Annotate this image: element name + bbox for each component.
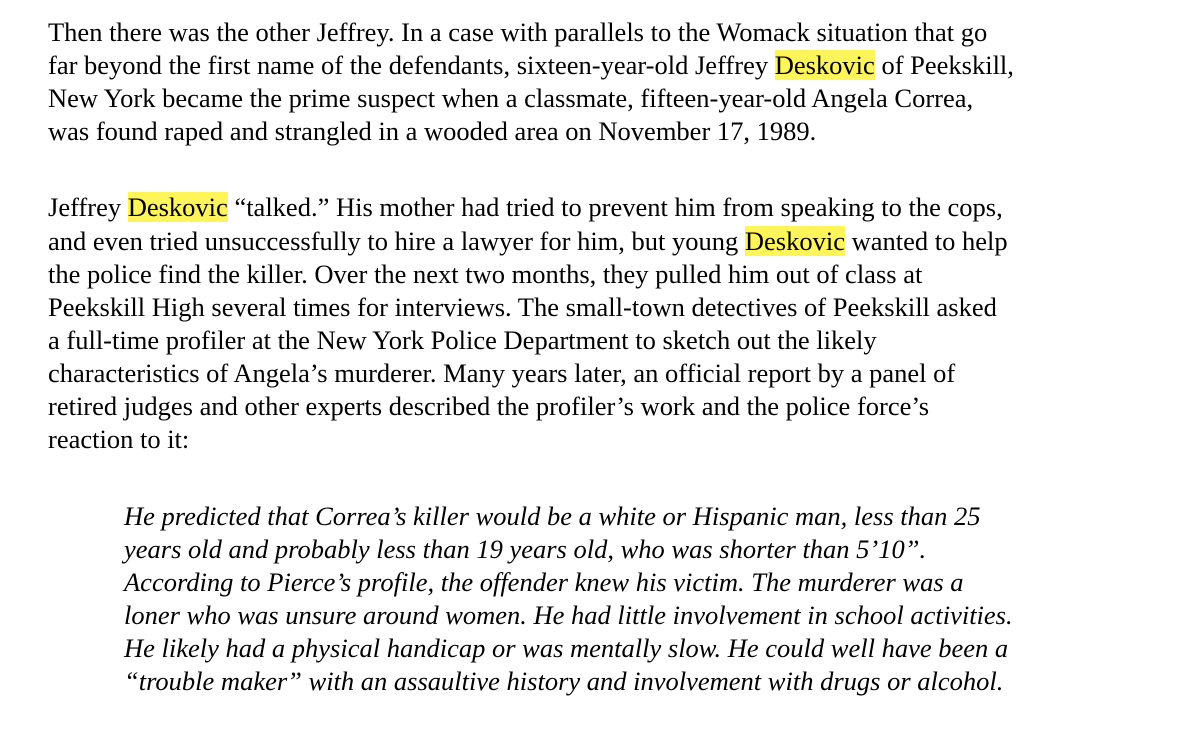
- quote-line: years old and probably less than 19 years old, who was shorter than 5’10”.: [124, 534, 927, 564]
- text-line: New York became the prime suspect when a classmate, fifteen-year-old Angela Correa,: [48, 83, 974, 113]
- text-line: retired judges and other experts described the profiler’s work and the police force’s: [48, 391, 930, 421]
- text-segment: of Peekskill,: [874, 50, 1014, 80]
- text-line: [48, 191, 1003, 223]
- text-line: [48, 225, 1008, 257]
- quote-line: “trouble maker” with an assaultive history and involvement with drugs or alcohol.: [124, 666, 1004, 696]
- quote-line: loner who was unsure around women. He had little involvement in school activities.: [124, 600, 1013, 630]
- text-line: [48, 49, 1014, 81]
- text-line: Peekskill High several times for interviews. The small-town detectives of Peekskill asked: [48, 292, 997, 322]
- text-segment: “talked.” His mother had tried to prevent him from speaking to the cops,: [227, 192, 1003, 222]
- quote-line: He predicted that Correa’s killer would be a white or Hispanic man, less than 25: [124, 501, 981, 531]
- text-segment: and even tried unsuccessfully to hire a lawyer for him, but young: [48, 226, 745, 256]
- text-line: characteristics of Angela’s murderer. Many years later, an official report by a panel of: [48, 358, 956, 388]
- text-line: a full-time profiler at the New York Police Department to sketch out the likely: [48, 325, 877, 355]
- highlighted-term: Deskovic: [127, 192, 228, 222]
- highlighted-term: Deskovic: [774, 50, 875, 80]
- text-line: Then there was the other Jeffrey. In a case with parallels to the Womack situation that go: [48, 17, 988, 47]
- text-line: the police find the killer. Over the next two months, they pulled him out of class at: [48, 259, 923, 289]
- text-line: was found raped and strangled in a wooded area on November 17, 1989.: [48, 116, 817, 146]
- highlighted-term: Deskovic: [744, 226, 845, 256]
- text-segment: far beyond the first name of the defendants, sixteen-year-old Jeffrey: [48, 50, 775, 80]
- text-line: reaction to it:: [48, 424, 190, 454]
- text-segment: Jeffrey: [48, 192, 128, 222]
- quote-line: He likely had a physical handicap or was mentally slow. He could well have been a: [124, 633, 1009, 663]
- quote-line: According to Pierce’s profile, the offender knew his victim. The murderer was a: [124, 567, 964, 597]
- text-segment: wanted to help: [845, 226, 1008, 256]
